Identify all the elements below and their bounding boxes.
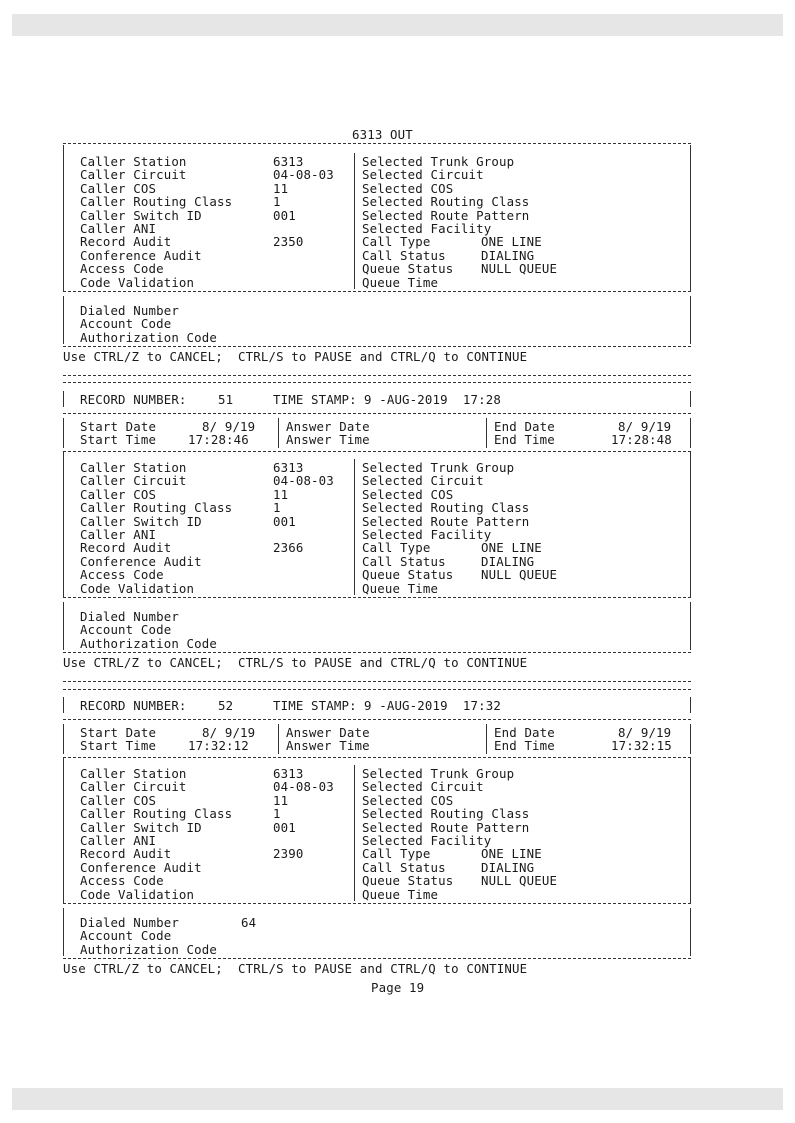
left-border: [63, 602, 64, 650]
column-separator: [486, 418, 487, 448]
queue-status-value: NULL QUEUE: [481, 873, 558, 889]
code-validation-label: Code Validation: [80, 886, 195, 902]
call-type-label: Call Type: [362, 540, 431, 556]
call-status-label: Call Status: [362, 859, 446, 875]
column-separator: [354, 459, 355, 595]
record-number-value: 52: [218, 698, 234, 713]
caller-circuit-label: Caller Circuit: [80, 779, 187, 795]
start-time-value: 17:28:46: [188, 432, 249, 448]
body-rule: [63, 291, 691, 292]
instructions-text: Use CTRL/Z to CANCEL; CTRL/S to PAUSE and CTRL/Q to CONTINUE: [63, 655, 528, 670]
call-status-label: Call Status: [362, 553, 446, 569]
left-border: [63, 724, 64, 754]
dialed-number-value: 64: [241, 915, 257, 930]
end-time-value: 17:28:48: [611, 432, 672, 448]
caller-ani-label: Caller ANI: [80, 833, 157, 848]
left-border: [63, 451, 64, 597]
end-date-label: End Date: [494, 419, 555, 434]
selected-trunk-group-label: Selected Trunk Group: [362, 460, 515, 475]
queue-status-value: NULL QUEUE: [481, 567, 558, 583]
end-time-label: End Time: [494, 432, 555, 448]
record-audit-label: Record Audit: [80, 234, 172, 250]
authorization-code-label: Authorization Code: [80, 329, 217, 345]
right-border: [690, 908, 691, 956]
right-border: [690, 602, 691, 650]
caller-ani-label: Caller ANI: [80, 221, 157, 236]
selected-facility-label: Selected Facility: [362, 527, 492, 542]
caller-cos-value: 11: [273, 486, 289, 502]
selected-cos-label: Selected COS: [362, 792, 454, 808]
caller-cos-label: Caller COS: [80, 792, 157, 808]
left-border: [63, 757, 64, 903]
body-rule: [63, 903, 691, 904]
selected-facility-label: Selected Facility: [362, 221, 492, 236]
start-date-value: 8/ 9/19: [202, 725, 256, 740]
dialed-number-label: Dialed Number: [80, 303, 179, 318]
dialed-number-label: Dialed Number: [80, 915, 179, 930]
left-border: [63, 697, 64, 713]
selected-routing-class-label: Selected Routing Class: [362, 194, 530, 210]
selected-trunk-group-label: Selected Trunk Group: [362, 766, 515, 781]
caller-circuit-label: Caller Circuit: [80, 473, 187, 489]
caller-routing-class-label: Caller Routing Class: [80, 194, 233, 210]
queue-time-label: Queue Time: [362, 274, 439, 290]
column-separator: [278, 724, 279, 754]
caller-switch-id-value: 001: [273, 513, 296, 529]
record-number-value: 51: [218, 392, 234, 407]
caller-cos-label: Caller COS: [80, 486, 157, 502]
selected-cos-label: Selected COS: [362, 486, 454, 502]
time-stamp-value: 9 -AUG-2019 17:32: [364, 698, 501, 713]
left-border: [63, 296, 64, 344]
conference-audit-label: Conference Audit: [80, 859, 202, 875]
record-top-rule: [63, 382, 691, 383]
caller-routing-class-label: Caller Routing Class: [80, 806, 233, 822]
queue-status-label: Queue Status: [362, 873, 454, 889]
queue-time-label: Queue Time: [362, 580, 439, 596]
caller-circuit-value: 04-08-03: [273, 473, 334, 489]
instructions-text: Use CTRL/Z to CANCEL; CTRL/S to PAUSE and CTRL/Q to CONTINUE: [63, 349, 528, 364]
selected-circuit-label: Selected Circuit: [362, 473, 484, 489]
separator-rule: [63, 681, 691, 682]
left-border: [63, 391, 64, 407]
selected-trunk-group-label: Selected Trunk Group: [362, 154, 515, 169]
record-audit-value: 2390: [273, 846, 304, 862]
caller-circuit-value: 04-08-03: [273, 167, 334, 183]
caller-station-label: Caller Station: [80, 460, 187, 475]
caller-station-label: Caller Station: [80, 766, 187, 781]
caller-routing-class-label: Caller Routing Class: [80, 500, 233, 516]
call-type-value: ONE LINE: [481, 846, 542, 862]
left-border: [63, 145, 64, 291]
caller-switch-id-label: Caller Switch ID: [80, 513, 202, 529]
header-rule: [63, 413, 691, 414]
start-date-value: 8/ 9/19: [202, 419, 256, 434]
record-audit-value: 2350: [273, 234, 304, 250]
right-border: [690, 391, 691, 407]
call-type-label: Call Type: [362, 846, 431, 862]
call-status-label: Call Status: [362, 247, 446, 263]
access-code-label: Access Code: [80, 873, 164, 889]
column-separator: [354, 765, 355, 901]
code-validation-label: Code Validation: [80, 580, 195, 596]
time-stamp-label: TIME STAMP:: [273, 392, 357, 407]
queue-time-label: Queue Time: [362, 886, 439, 902]
call-status-value: DIALING: [481, 859, 535, 875]
body-rule: [63, 597, 691, 598]
separator-rule: [63, 375, 691, 376]
left-border: [63, 418, 64, 448]
caller-cos-value: 11: [273, 792, 289, 808]
selected-circuit-label: Selected Circuit: [362, 779, 484, 795]
right-border: [690, 724, 691, 754]
column-separator: [486, 724, 487, 754]
end-time-label: End Time: [494, 738, 555, 754]
record-audit-label: Record Audit: [80, 846, 172, 862]
caller-switch-id-value: 001: [273, 819, 296, 835]
dates-rule: [63, 451, 691, 452]
account-code-label: Account Code: [80, 316, 172, 332]
call-status-value: DIALING: [481, 247, 535, 263]
call-status-value: DIALING: [481, 553, 535, 569]
caller-station-label: Caller Station: [80, 154, 187, 169]
right-border: [690, 145, 691, 291]
caller-circuit-label: Caller Circuit: [80, 167, 187, 183]
left-border: [63, 908, 64, 956]
start-time-label: Start Time: [80, 432, 157, 448]
bottom-rule: [63, 652, 691, 653]
account-code-label: Account Code: [80, 622, 172, 638]
answer-time-label: Answer Time: [286, 432, 370, 448]
caller-switch-id-label: Caller Switch ID: [80, 819, 202, 835]
selected-route-pattern-label: Selected Route Pattern: [362, 819, 530, 835]
header-rule: [63, 719, 691, 720]
record-number-label: RECORD NUMBER:: [80, 392, 187, 407]
caller-cos-value: 11: [273, 180, 289, 196]
right-border: [690, 697, 691, 713]
column-separator: [278, 418, 279, 448]
start-time-label: Start Time: [80, 738, 157, 754]
right-border: [690, 757, 691, 903]
page-footer: Page 19: [371, 980, 425, 995]
dialed-number-label: Dialed Number: [80, 609, 179, 624]
selected-facility-label: Selected Facility: [362, 833, 492, 848]
end-date-value: 8/ 9/19: [618, 419, 672, 434]
access-code-label: Access Code: [80, 261, 164, 277]
record-top-rule: [63, 689, 691, 690]
caller-ani-label: Caller ANI: [80, 527, 157, 542]
call-type-value: ONE LINE: [481, 540, 542, 556]
right-border: [690, 451, 691, 597]
conference-audit-label: Conference Audit: [80, 247, 202, 263]
caller-cos-label: Caller COS: [80, 180, 157, 196]
bottom-rule: [63, 958, 691, 959]
caller-station-value: 6313: [273, 766, 304, 781]
answer-time-label: Answer Time: [286, 738, 370, 754]
queue-status-value: NULL QUEUE: [481, 261, 558, 277]
selected-routing-class-label: Selected Routing Class: [362, 806, 530, 822]
caller-routing-class-value: 1: [273, 194, 281, 210]
authorization-code-label: Authorization Code: [80, 941, 217, 957]
selected-routing-class-label: Selected Routing Class: [362, 500, 530, 516]
scan-bottom-band: [12, 1088, 783, 1110]
queue-status-label: Queue Status: [362, 567, 454, 583]
right-border: [690, 418, 691, 448]
start-date-label: Start Date: [80, 419, 157, 434]
selected-route-pattern-label: Selected Route Pattern: [362, 513, 530, 529]
call-type-label: Call Type: [362, 234, 431, 250]
instructions-text: Use CTRL/Z to CANCEL; CTRL/S to PAUSE and CTRL/Q to CONTINUE: [63, 961, 528, 976]
end-date-label: End Date: [494, 725, 555, 740]
queue-status-label: Queue Status: [362, 261, 454, 277]
caller-station-value: 6313: [273, 154, 304, 169]
caller-circuit-value: 04-08-03: [273, 779, 334, 795]
code-validation-label: Code Validation: [80, 274, 195, 290]
record-audit-value: 2366: [273, 540, 304, 556]
start-time-value: 17:32:12: [188, 738, 249, 754]
caller-station-value: 6313: [273, 460, 304, 475]
column-separator: [354, 153, 355, 289]
answer-date-label: Answer Date: [286, 419, 370, 434]
end-time-value: 17:32:15: [611, 738, 672, 754]
caller-switch-id-value: 001: [273, 207, 296, 223]
answer-date-label: Answer Date: [286, 725, 370, 740]
time-stamp-label: TIME STAMP:: [273, 698, 357, 713]
page-header: 6313 OUT: [352, 127, 413, 142]
access-code-label: Access Code: [80, 567, 164, 583]
end-date-value: 8/ 9/19: [618, 725, 672, 740]
selected-route-pattern-label: Selected Route Pattern: [362, 207, 530, 223]
caller-routing-class-value: 1: [273, 500, 281, 516]
record-audit-label: Record Audit: [80, 540, 172, 556]
scan-top-band: [12, 14, 783, 36]
record-top-rule: [63, 143, 691, 144]
time-stamp-value: 9 -AUG-2019 17:28: [364, 392, 501, 407]
start-date-label: Start Date: [80, 725, 157, 740]
caller-routing-class-value: 1: [273, 806, 281, 822]
right-border: [690, 296, 691, 344]
bottom-rule: [63, 346, 691, 347]
record-number-label: RECORD NUMBER:: [80, 698, 187, 713]
selected-cos-label: Selected COS: [362, 180, 454, 196]
conference-audit-label: Conference Audit: [80, 553, 202, 569]
dates-rule: [63, 757, 691, 758]
caller-switch-id-label: Caller Switch ID: [80, 207, 202, 223]
account-code-label: Account Code: [80, 928, 172, 944]
authorization-code-label: Authorization Code: [80, 635, 217, 651]
call-type-value: ONE LINE: [481, 234, 542, 250]
selected-circuit-label: Selected Circuit: [362, 167, 484, 183]
